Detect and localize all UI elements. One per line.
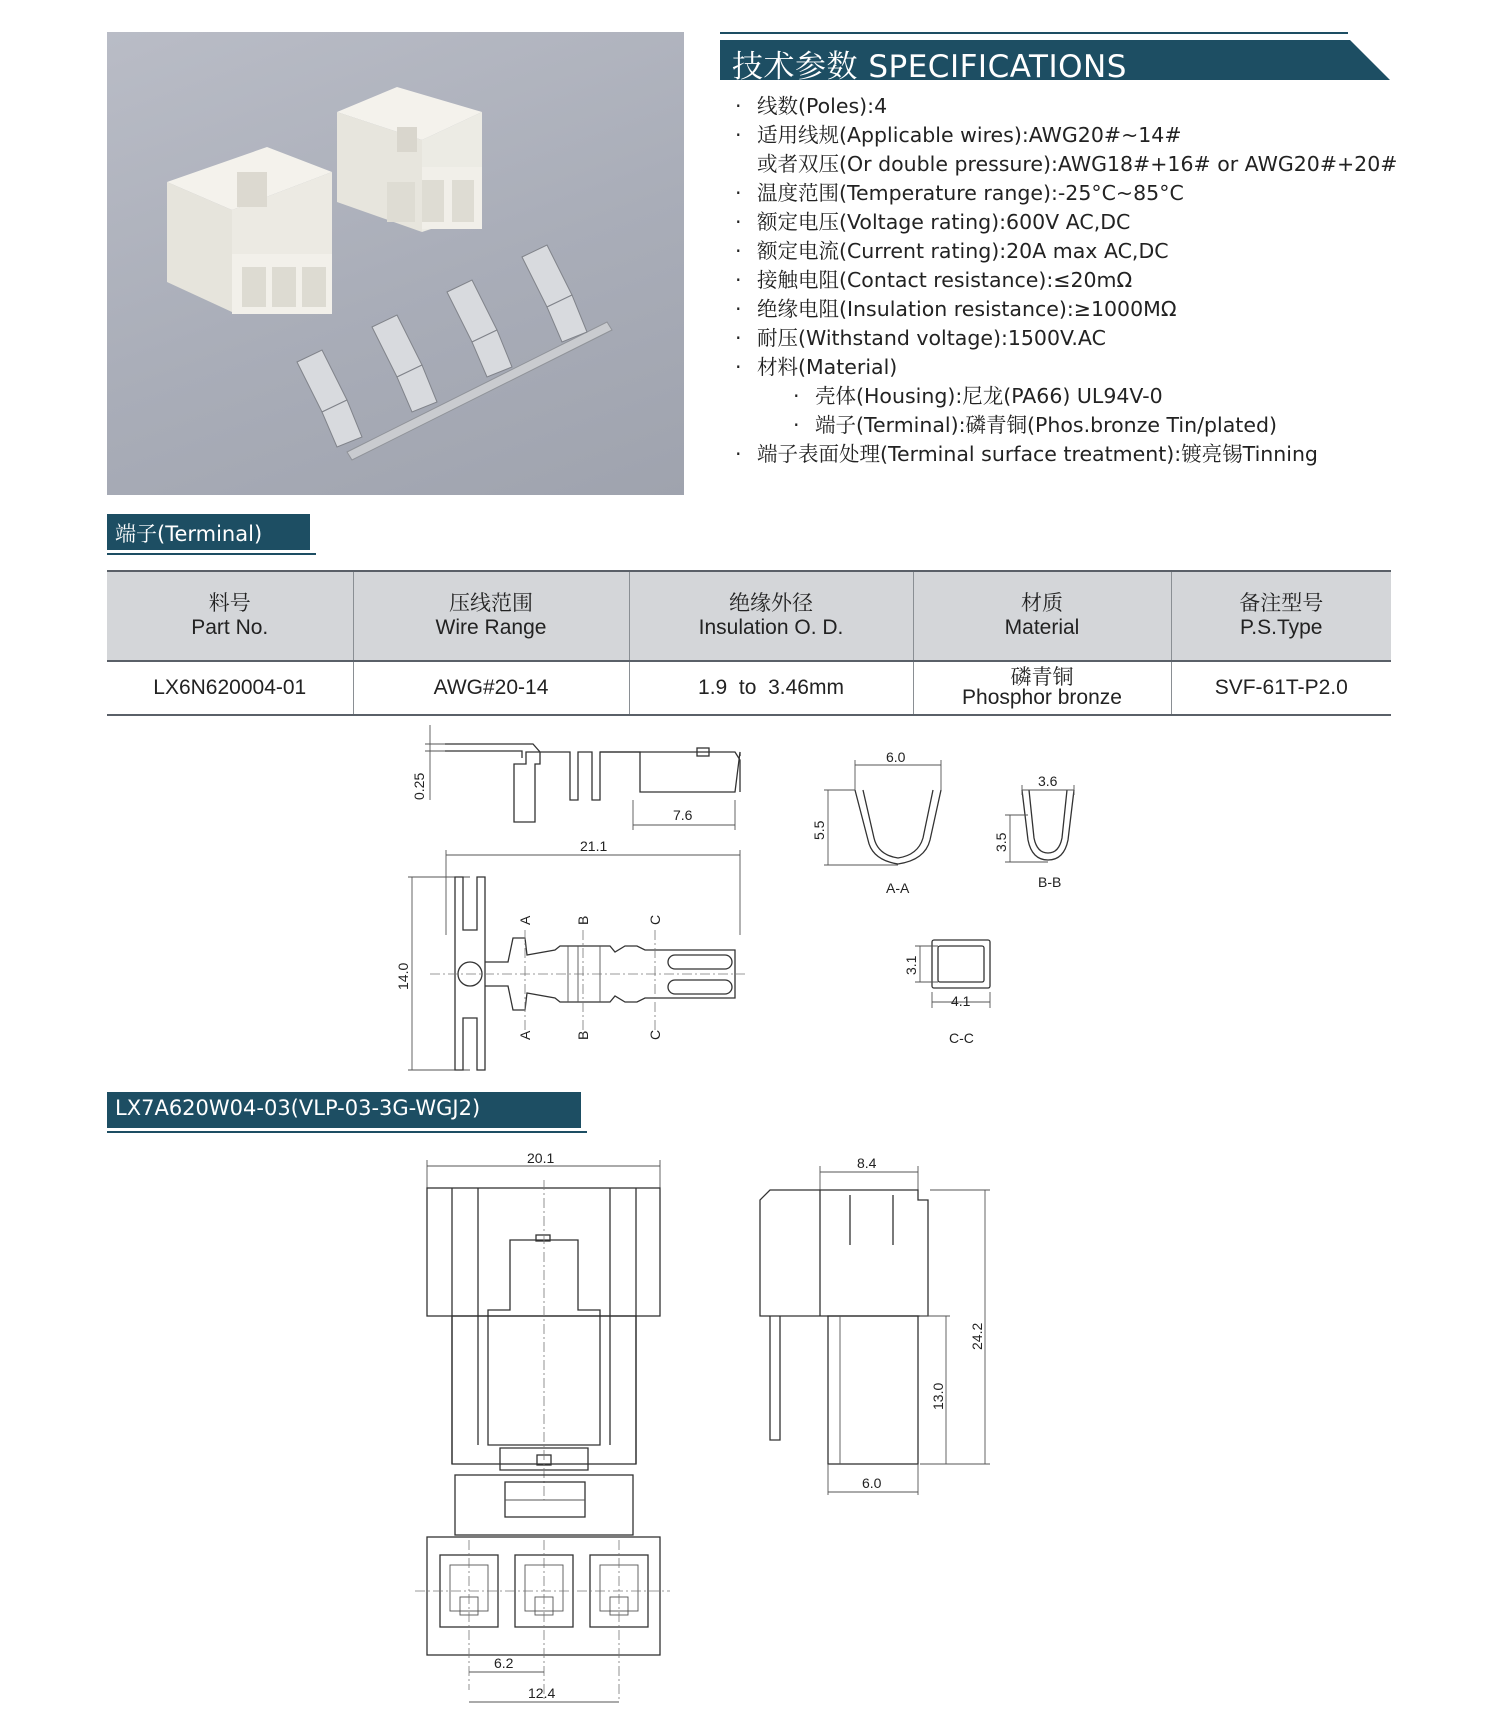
housing-section-title: LX7A620W04-03(VLP-03-3G-WGJ2) [115,1096,481,1120]
bullet: · [793,413,800,437]
dim-24-2: 24.2 [969,1322,985,1350]
bullet: · [793,384,800,408]
spec-item: · 材料(Material) [735,353,1435,382]
section-a-top: A [517,915,533,925]
spec-item: · 适用线规(Applicable wires):AWG20#~14# [735,121,1435,150]
housing-photo-left [167,147,332,314]
terminal-section-tab [107,514,310,550]
dim-6-2: 6.2 [494,1655,514,1671]
table-row [107,661,1391,715]
section-b-bottom: B [575,1030,591,1040]
spec-item: · 线数(Poles):4 [735,92,1435,121]
spec-header-banner [720,40,1390,85]
label-bb: B-B [1038,874,1062,890]
bullet: · [735,239,742,263]
spec-item: · 接触电阻(Contact resistance):≤20mΩ [735,266,1435,295]
bullet: · [735,268,742,292]
dim-6-0-aa: 6.0 [886,749,906,765]
section-aa [824,760,941,865]
dim-5-5: 5.5 [811,820,827,840]
bullet: · [735,123,742,147]
tab-underline [107,1131,587,1133]
dim-7-6: 7.6 [673,807,693,823]
dim-21-1: 21.1 [580,838,608,854]
spec-item: · 温度范围(Temperature range):-25°C~85°C [735,179,1435,208]
cell-insulation-od: 1.9 to 3.46mm [629,661,913,715]
dim-8-4: 8.4 [857,1155,877,1171]
label-aa: A-A [886,880,910,896]
terminal-table [107,570,1391,716]
housing-front-view [415,1160,670,1702]
dim-13-0: 13.0 [930,1382,946,1410]
housing-side-view [760,1166,990,1495]
col-header-part-no: 料号 Part No. [107,571,353,661]
dim-3-5: 3.5 [993,832,1009,852]
spec-header-rule [720,32,1348,34]
dim-20-1: 20.1 [527,1150,555,1166]
spec-item: · 端子(Terminal):磷青铜(Phos.bronze Tin/plated) [735,411,1435,440]
terminal-section-title: 端子(Terminal) [115,522,263,546]
dim-3-6: 3.6 [1038,773,1058,789]
terminal-strip-photo [297,245,612,460]
product-photo [107,32,684,495]
tab-underline [107,553,316,555]
terminal-top-view [408,850,745,1070]
spec-list [735,92,1435,469]
bullet: · [735,355,742,379]
dim-3-1: 3.1 [903,955,919,975]
section-b-top: B [575,915,591,925]
bullet: · [735,94,742,118]
section-cc [915,940,990,1008]
bullet: · [735,442,742,466]
cell-material: 磷青铜 Phosphor bronze [913,661,1171,715]
bullet: · [735,326,742,350]
bullet: · [735,297,742,321]
spec-item: · 壳体(Housing):尼龙(PA66) UL94V-0 [735,382,1435,411]
dim-4-1: 4.1 [951,993,971,1009]
cell-wire-range: AWG#20-14 [353,661,629,715]
section-c-top: C [647,914,663,925]
spec-item: · 耐压(Withstand voltage):1500V.AC [735,324,1435,353]
cell-part-no: LX6N620004-01 [107,661,353,715]
dim-12-4: 12.4 [528,1685,556,1701]
spec-item: · 端子表面处理(Terminal surface treatment):镀亮锡Tinning [735,440,1435,469]
cell-ps-type: SVF-61T-P2.0 [1171,661,1391,715]
dim-14-0: 14.0 [395,962,411,990]
spec-item: · 额定电流(Current rating):20A max AC,DC [735,237,1435,266]
section-a-bottom: A [517,1030,533,1040]
section-bb [1005,785,1074,862]
col-header-insulation-od: 绝缘外径 Insulation O. D. [629,571,913,661]
col-header-ps-type: 备注型号 P.S.Type [1171,571,1391,661]
terminal-side-view [425,725,740,830]
bullet: · [735,181,742,205]
col-header-wire-range: 压线范围 Wire Range [353,571,629,661]
label-cc: C-C [949,1030,974,1046]
bullet: · [735,210,742,234]
section-c-bottom: C [647,1029,663,1040]
housing-section-tab [107,1092,581,1128]
housing-photo-right [337,87,482,232]
spec-item: · 额定电压(Voltage rating):600V AC,DC [735,208,1435,237]
spec-item: 或者双压(Or double pressure):AWG18#+16# or AWG20#+20# [757,152,1398,176]
spec-item: · 绝缘电阻(Insulation resistance):≥1000MΩ [735,295,1435,324]
dim-0-25: 0.25 [411,772,427,800]
col-header-material: 材质 Material [913,571,1171,661]
dim-6-0-side: 6.0 [862,1475,882,1491]
spec-title: 技术参数 SPECIFICATIONS [732,49,1127,85]
